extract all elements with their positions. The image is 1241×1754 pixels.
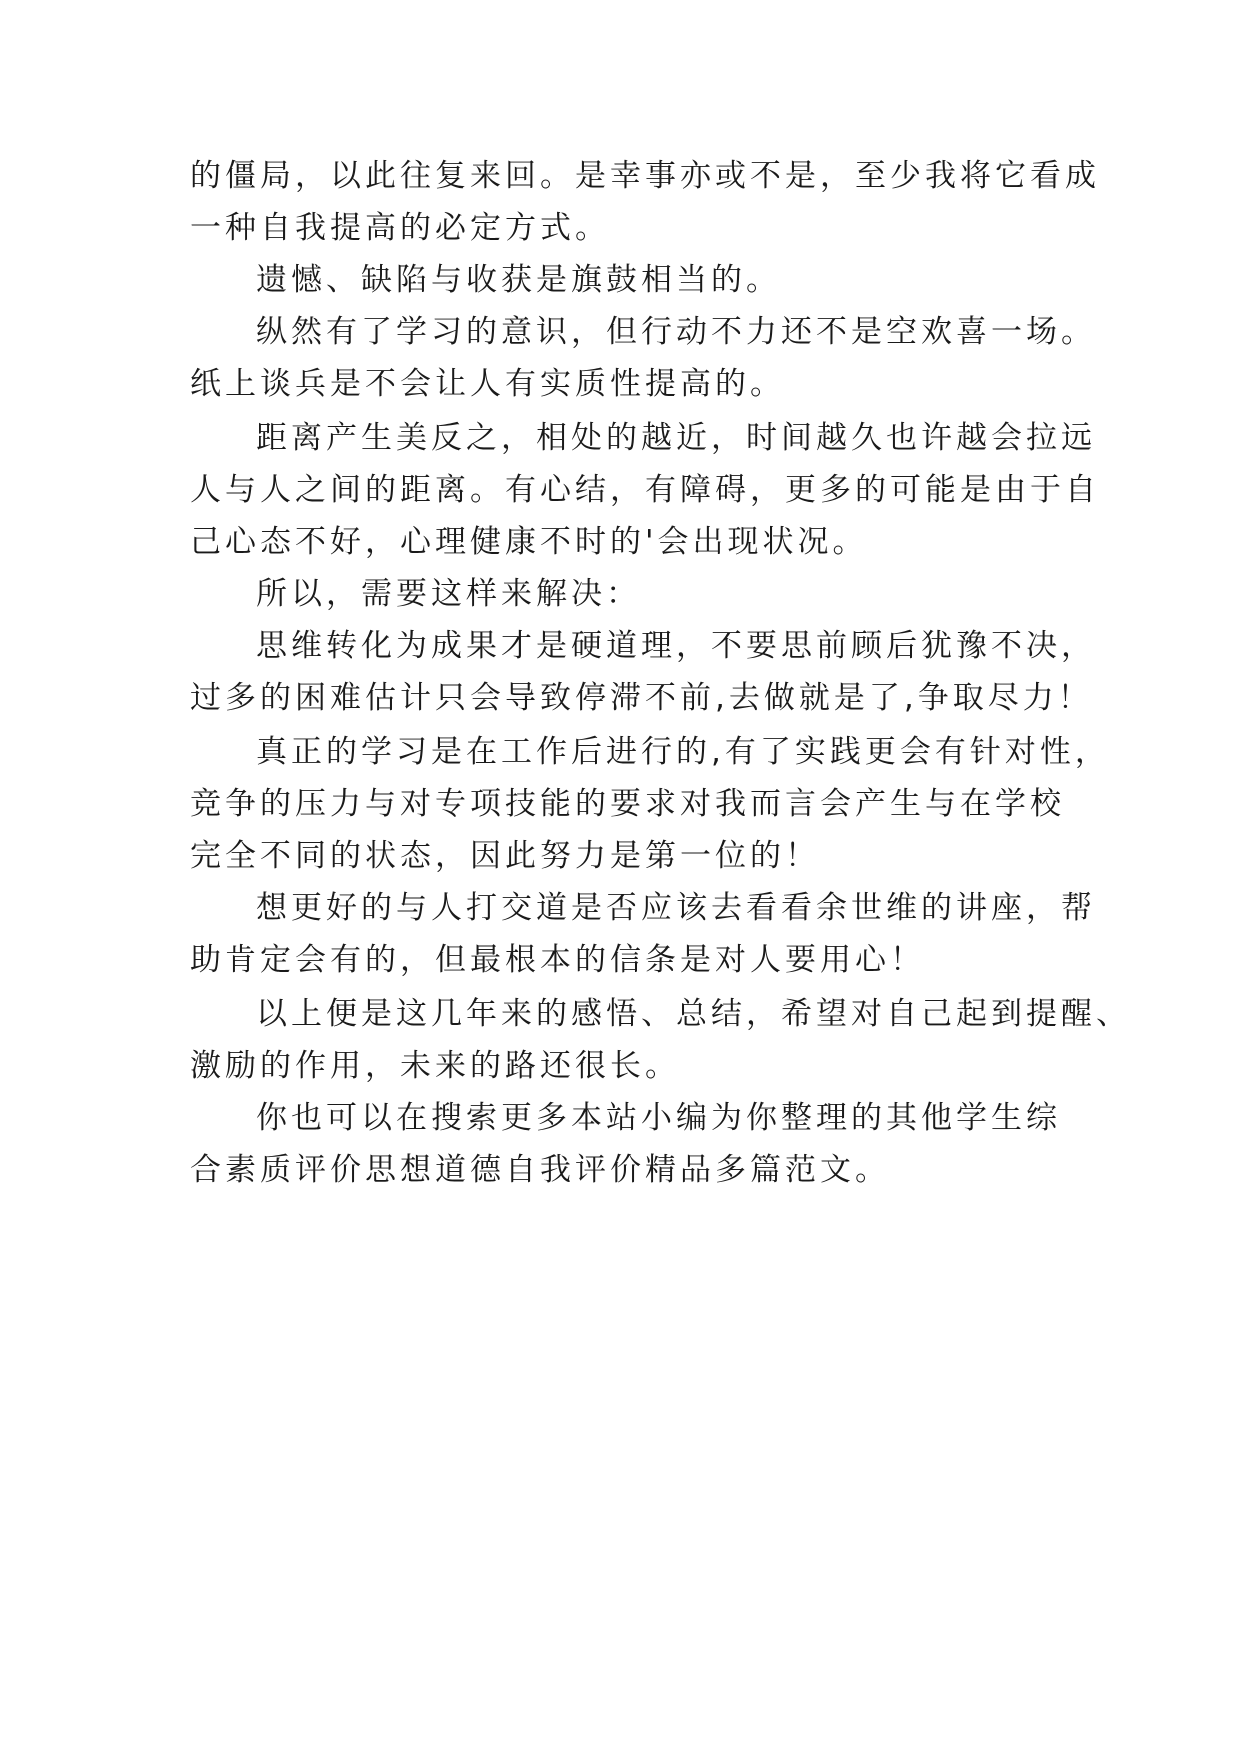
text-line: 激励的作用，未来的路还很长。: [190, 1048, 680, 1084]
text-line: 助肯定会有的，但最根本的信条是对人要用心！: [190, 942, 925, 978]
text-line: 一种自我提高的必定方式。: [190, 210, 610, 246]
paragraph-line: 遗憾、缺陷与收获是旗鼓相当的。: [256, 262, 781, 298]
text-line: 竞争的压力与对专项技能的要求对我而言会产生与在学校: [190, 786, 1065, 822]
paragraph-line: 所以，需要这样来解决：: [256, 576, 641, 612]
text-line: 合素质评价思想道德自我评价精品多篇范文。: [190, 1152, 890, 1188]
text-line: 的僵局，以此往复来回。是幸事亦或不是，至少我将它看成: [190, 158, 1100, 194]
paragraph-line: 以上便是这几年来的感悟、总结，希望对自己起到提醒、: [256, 996, 1131, 1032]
paragraph-line: 距离产生美反之，相处的越近，时间越久也许越会拉远: [256, 420, 1096, 456]
text-line: 人与人之间的距离。有心结，有障碍，更多的可能是由于自: [190, 472, 1100, 508]
text-line: 己心态不好，心理健康不时的'会出现状况。: [190, 524, 868, 560]
text-line: 完全不同的状态，因此努力是第一位的！: [190, 838, 820, 874]
text-line: 纸上谈兵是不会让人有实质性提高的。: [190, 366, 785, 402]
paragraph-line: 真正的学习是在工作后进行的,有了实践更会有针对性，: [256, 734, 1110, 770]
paragraph-line: 思维转化为成果才是硬道理，不要思前顾后犹豫不决，: [256, 628, 1096, 664]
paragraph-line: 想更好的与人打交道是否应该去看看余世维的讲座，帮: [256, 890, 1096, 926]
paragraph-line: 纵然有了学习的意识，但行动不力还不是空欢喜一场。: [256, 314, 1096, 350]
text-line: 过多的困难估计只会导致停滞不前,去做就是了,争取尽力！: [190, 680, 1093, 716]
paragraph-line: 你也可以在搜索更多本站小编为你整理的其他学生综: [256, 1100, 1061, 1136]
